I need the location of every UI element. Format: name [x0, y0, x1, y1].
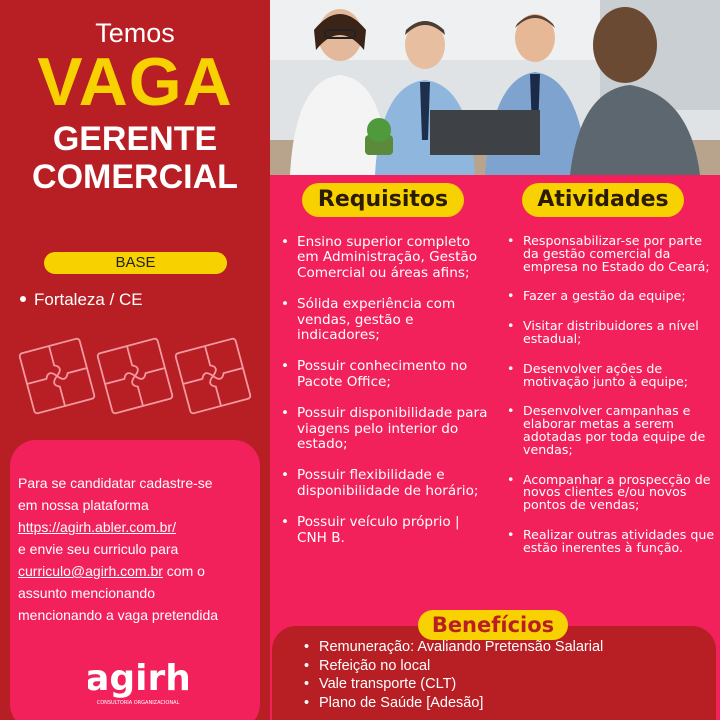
list-item: • Realizar outras atividades que estão inerentes à função. [507, 529, 717, 555]
list-item: • Acompanhar a prospecção de novos clientes e/ou novos pontos de vendas; [507, 474, 717, 512]
intro-text: Temos [95, 18, 175, 48]
list-item: • Vale transporte (CLT) [304, 675, 603, 694]
agirh-logo [88, 652, 188, 710]
email-link[interactable]: curriculo@agirh.com.br [18, 563, 163, 579]
logo-tagline: CONSULTORIA ORGANIZACIONAL [96, 700, 180, 706]
bullet-icon [20, 296, 26, 302]
apply-line6: mencionando a vaga pretendida [18, 607, 219, 623]
list-item: • Possuir flexibilidade e disponibilidade de horário; [281, 468, 491, 499]
list-item: • Sólida experiência com vendas, gestão e indicadores; [281, 297, 491, 343]
beneficios-heading: Benefícios [418, 610, 568, 640]
list-item: • Visitar distribuidores a nível estadual; [507, 320, 717, 346]
requisitos-list [281, 235, 491, 562]
list-item: • Remuneração: Avaliando Pretensão Salarial [304, 638, 603, 657]
list-item: • Refeição no local [304, 657, 603, 676]
list-item: • Ensino superior completo em Administração, Gestão Comercial ou áreas afins; [281, 235, 491, 281]
base-location [20, 290, 143, 310]
base-label: BASE [44, 252, 227, 274]
job-title [0, 120, 270, 196]
list-item: • Possuir conhecimento no Pacote Office; [281, 359, 491, 390]
puzzle-icon [172, 335, 254, 417]
apply-line1: Para se candidatar cadastre-se [18, 475, 213, 491]
list-item: • Fazer a gestão da equipe; [507, 290, 717, 303]
apply-line5: assunto mencionando [18, 585, 155, 601]
headline-vaga: VAGA [37, 44, 233, 120]
beneficios-list [304, 638, 603, 712]
team-photo [270, 0, 720, 175]
puzzle-icon [94, 335, 176, 417]
base-location-text: Fortaleza / CE [34, 290, 143, 309]
list-item: • Desenvolver ações de motivação junto à equipe; [507, 363, 717, 389]
list-item: • Plano de Saúde [Adesão] [304, 694, 603, 713]
atividades-list [507, 235, 717, 572]
apply-line3: e envie seu curriculo para [18, 541, 179, 557]
atividades-heading: Atividades [522, 183, 684, 217]
list-item: • Possuir veículo próprio | CNH B. [281, 515, 491, 546]
list-item: • Desenvolver campanhas e elaborar metas a serem adotadas por toda equipe de vendas; [507, 405, 717, 456]
platform-link[interactable]: https://agirh.abler.com.br/ [18, 519, 176, 535]
job-title-line1: GERENTE [52, 120, 218, 158]
job-title-line2: COMERCIAL [32, 158, 238, 196]
puzzle-icon [16, 335, 98, 417]
apply-instructions [18, 472, 264, 626]
apply-line4-suffix: com o [162, 563, 205, 579]
apply-line2: em nossa plataforma [18, 497, 149, 513]
requisitos-heading: Requisitos [302, 183, 464, 217]
logo-text: agirh [88, 658, 188, 699]
list-item: • Possuir disponibilidade para viagens pelo interior do estado; [281, 406, 491, 452]
list-item: • Responsabilizar-se por parte da gestão comercial da empresa no Estado do Ceará; [507, 235, 717, 273]
